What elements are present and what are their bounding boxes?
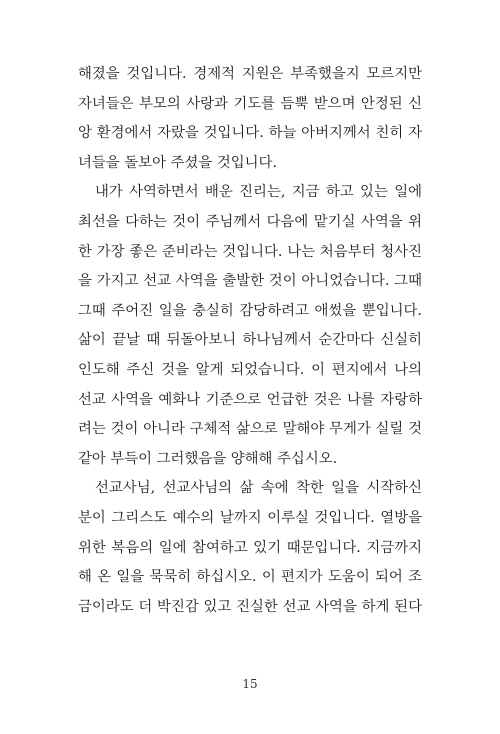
text-line: 녀들을 돌보아 주셨을 것입니다. <box>78 154 278 171</box>
text-line: 선교 사역을 예화나 기준으로 언급한 것은 나를 자랑하 <box>78 391 422 408</box>
text-line: 한 가장 좋은 준비라는 것입니다. 나는 처음부터 청사진 <box>78 243 422 260</box>
text-line: 위한 복음의 일에 참여하고 있기 때문입니다. 지금까지 <box>78 539 422 556</box>
text-line: 같아 부득이 그러했음을 양해해 주십시오. <box>78 450 338 467</box>
text-line: 해 온 일을 묵묵히 하십시오. 이 편지가 도움이 되어 조 <box>78 569 422 586</box>
text-line: 금이라도 더 박진감 있고 진실한 선교 사역을 하게 된다 <box>78 598 422 615</box>
text-line: 려는 것이 아니라 구체적 삶으로 말해야 무게가 실릴 것 <box>78 421 422 438</box>
body-text <box>78 60 422 622</box>
text-line: 삶이 끝날 때 뒤돌아보니 하나님께서 순간마다 신실히 <box>78 332 422 349</box>
text-line: 내가 사역하면서 배운 진리는, 지금 하고 있는 일에 <box>95 184 422 201</box>
text-line: 분이 그리스도 예수의 날까지 이루실 것입니다. 열방을 <box>78 509 422 526</box>
text-line: 해졌을 것입니다. 경제적 지원은 부족했을지 모르지만 <box>78 66 422 82</box>
text-line: 앙 환경에서 자랐을 것입니다. 하늘 아버지께서 친히 자 <box>78 125 422 142</box>
text-line: 을 가지고 선교 사역을 출발한 것이 아니었습니다. 그때 <box>78 273 422 290</box>
page-number: 15 <box>242 677 258 691</box>
text-line: 자녀들은 부모의 사랑과 기도를 듬뿍 받으며 안정된 신 <box>78 95 422 112</box>
text-line: 최선을 다하는 것이 주님께서 다음에 맡기실 사역을 위 <box>78 213 422 230</box>
text-line: 선교사님, 선교사님의 삶 속에 착한 일을 시작하신 <box>95 480 422 497</box>
text-line: 인도해 주신 것을 알게 되었습니다. 이 편지에서 나의 <box>78 361 422 378</box>
text-line: 그때 주어진 일을 충실히 감당하려고 애썼을 뿐입니다. <box>78 302 422 319</box>
